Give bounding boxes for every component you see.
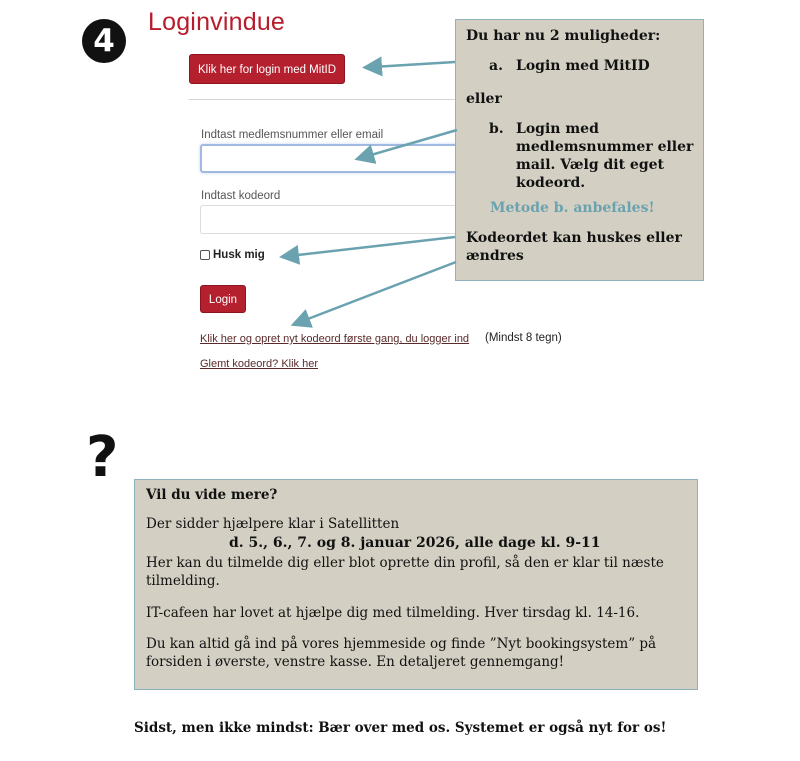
recommendation-text: Metode b. anbefales! — [490, 200, 655, 216]
info-dates: d. 5., 6., 7. og 8. januar 2026, alle dage kl. 9-11 — [229, 535, 601, 551]
arrow-to-mitid — [372, 62, 455, 67]
create-password-link[interactable]: Klik her og opret nyt kodeord første gang, du logger ind — [200, 333, 470, 345]
footer-note: Sidst, men ikke mindst: Bær over med os. Systemet er også nyt for os! — [134, 720, 667, 736]
arrow-to-remember-me — [289, 237, 455, 256]
option-a-text: Login med MitID — [516, 58, 650, 74]
option-b-text: Login med medlemsnummer eller mail. Vælg dit eget kodeord. — [516, 121, 694, 191]
password-field-label: Indtast kodeord — [201, 190, 281, 202]
remember-me-label: Husk mig — [213, 249, 265, 261]
arrow-to-create-link — [300, 262, 456, 322]
question-mark-icon: ? — [86, 425, 119, 490]
callout-heading: Du har nu 2 muligheder: — [466, 28, 661, 44]
step-number-badge: 4 — [82, 19, 126, 63]
option-b-number: b. — [489, 121, 504, 137]
info-cafe: IT-cafeen har lovet at hjælpe dig med tilmelding. Hver tirsdag kl. 14-16. — [146, 605, 640, 621]
info-signup: Her kan du tilmelde dig eller blot oprette din profil, så den er klar til næste tilmelding. — [146, 555, 664, 589]
option-a-number: a. — [489, 58, 503, 74]
member-field-label: Indtast medlemsnummer eller email — [201, 129, 384, 141]
forgot-password-link[interactable]: Glemt kodeord? Klik her — [200, 358, 318, 370]
arrow-to-member-input — [364, 130, 457, 157]
info-website: Du kan altid gå ind på vores hjemmeside og finde ”Nyt bookingsystem” på forsiden i øverste, venstre kasse. En detaljeret gennemgang! — [146, 636, 657, 670]
min-chars-note: (Mindst 8 tegn) — [485, 332, 562, 344]
remember-note: Kodeordet kan huskes eller ændres — [466, 230, 682, 264]
info-helpers: Der sidder hjælpere klar i Satellitten — [146, 516, 400, 532]
info-heading: Vil du vide mere? — [146, 487, 278, 503]
callout-or: eller — [466, 91, 502, 107]
info-box — [134, 479, 698, 690]
mitid-login-button[interactable]: Klik her for login med MitID — [189, 54, 345, 84]
login-window-title: Loginvindue — [148, 8, 286, 36]
login-button[interactable]: Login — [200, 285, 246, 313]
